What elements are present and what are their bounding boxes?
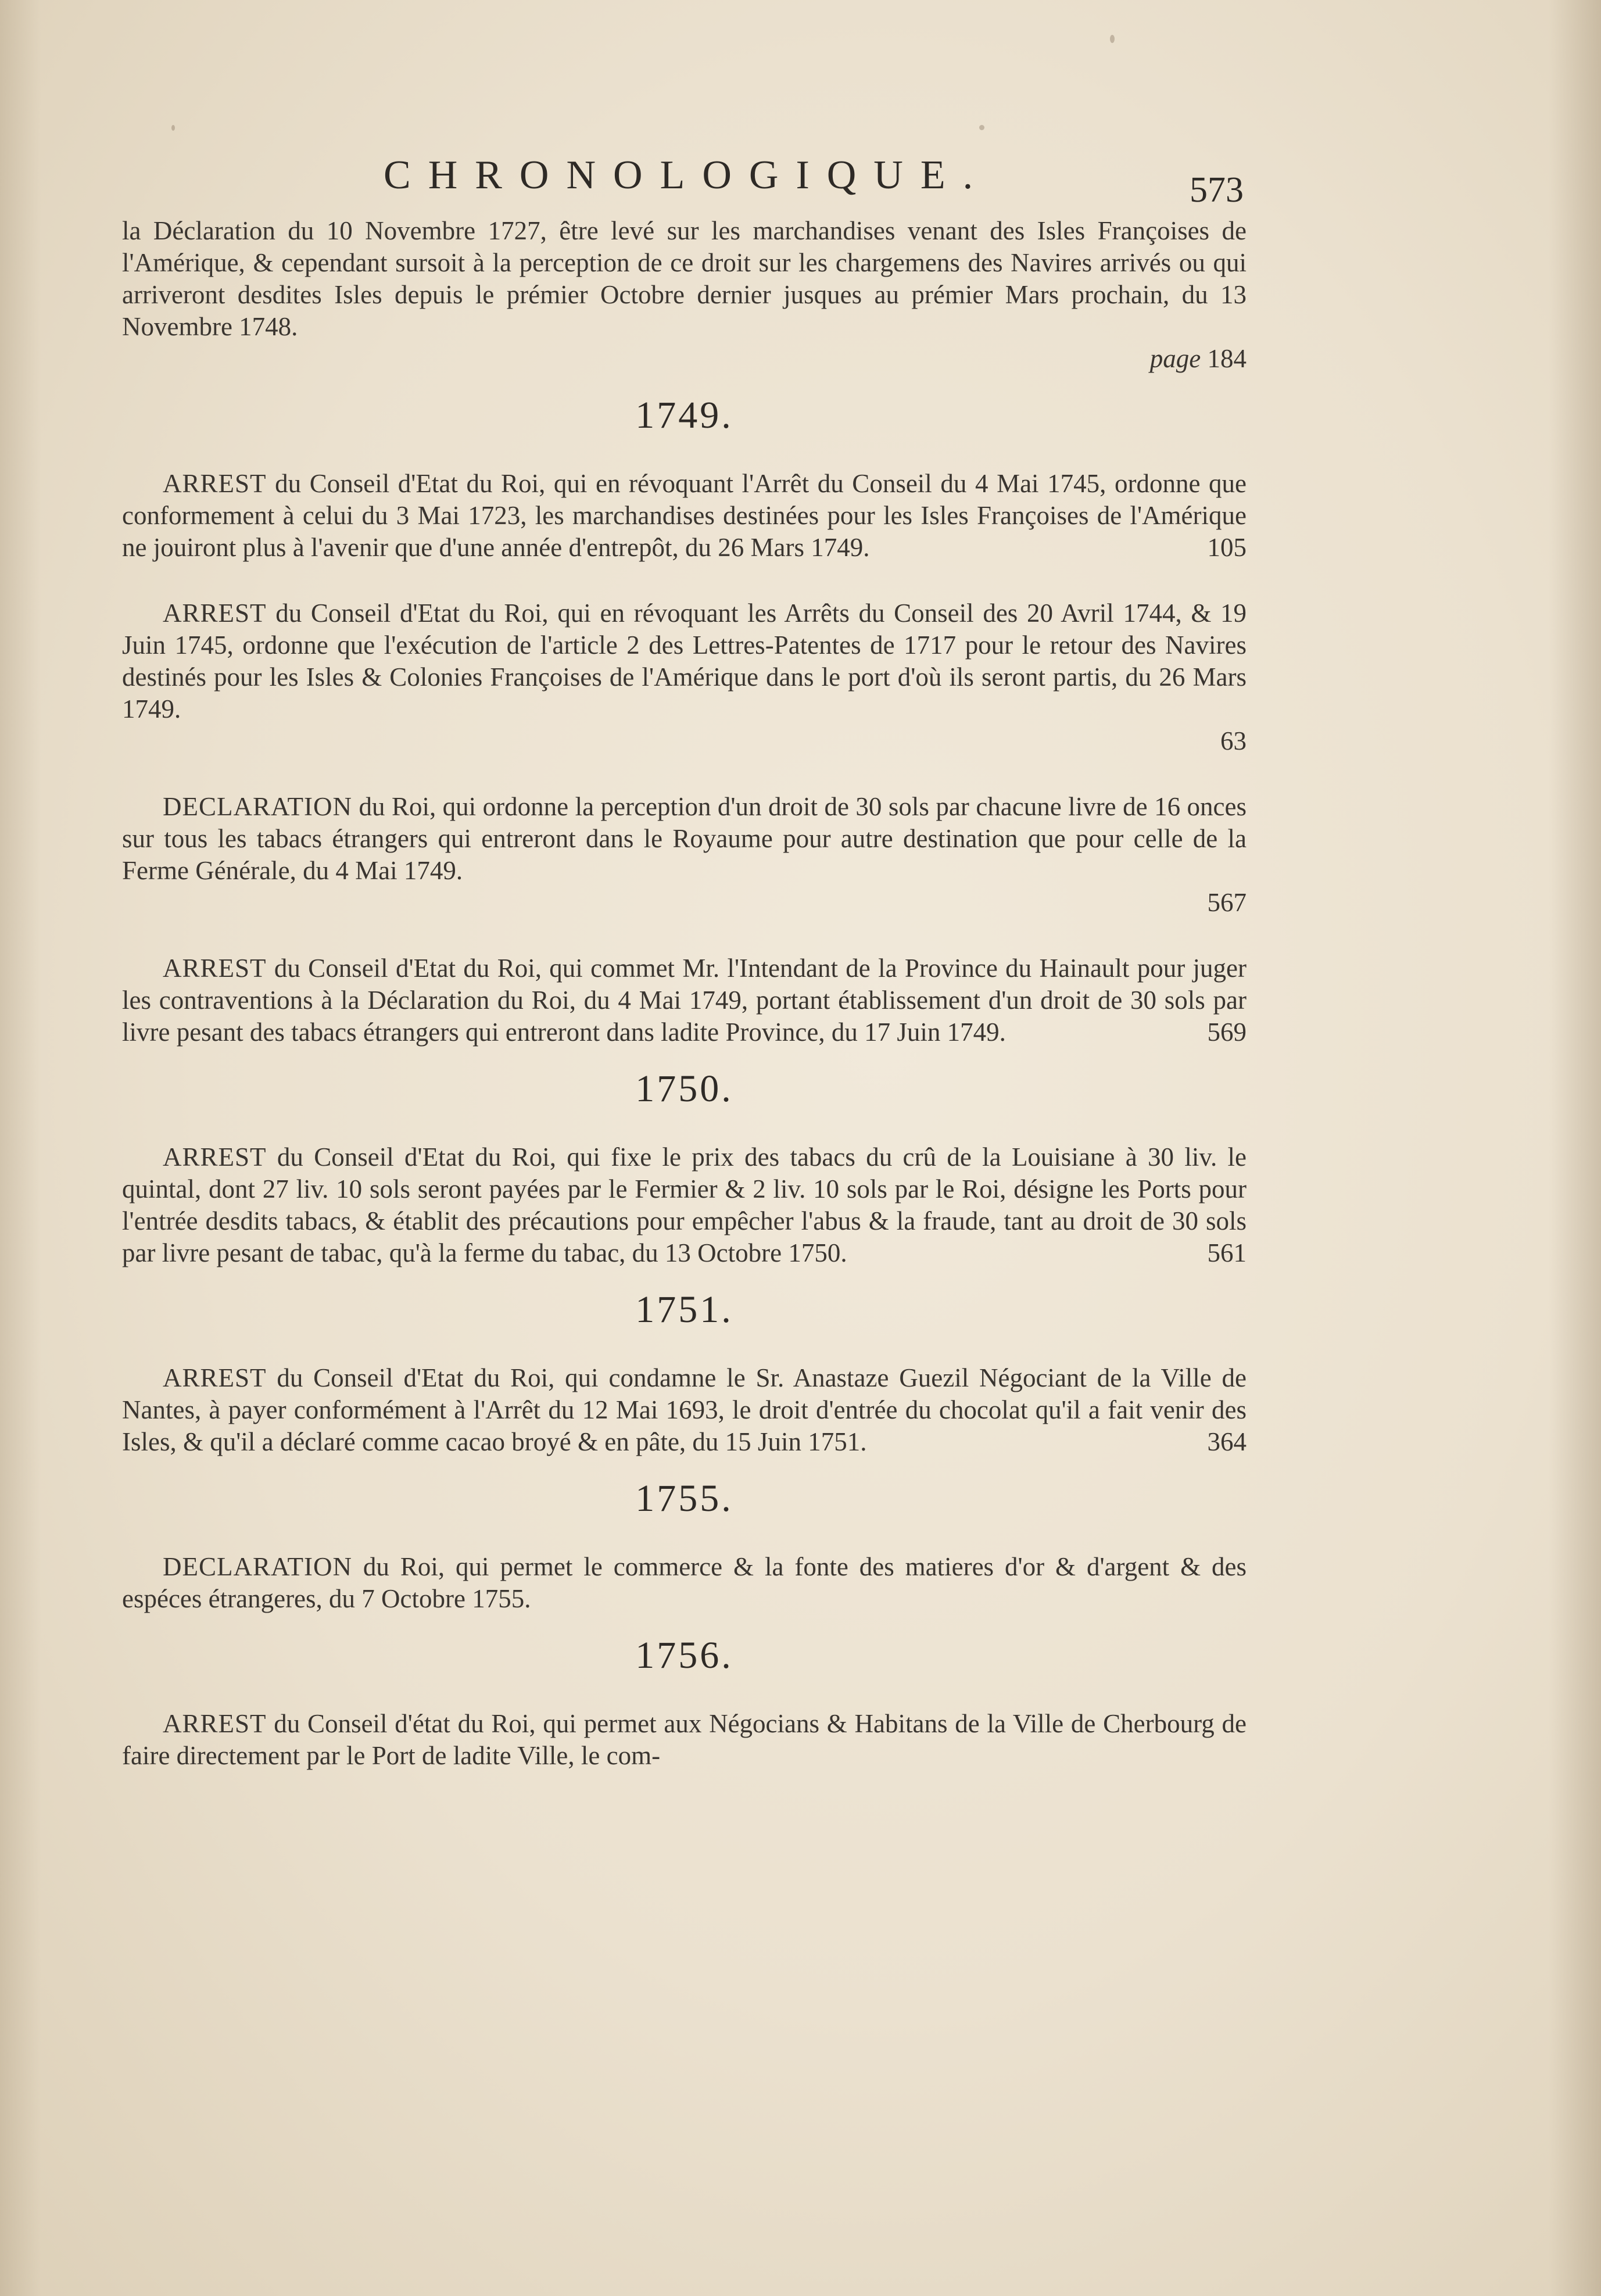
paper-speck — [979, 125, 984, 130]
entry-1749-4 — [122, 952, 1247, 1048]
entry-text: du Roi, qui permet le commerce & la fonte des matieres d'or & d'argent & des espéces étrangeres, du 7 Octobre 1755. — [122, 1552, 1247, 1613]
page-number: 573 — [1190, 170, 1244, 210]
entry-text: du Conseil d'Etat du Roi, qui condamne le Sr. Anastaze Guezil Négociant de la Ville de Nantes, à payer conformément à l'Arrêt du 12 Mai 1693, le droit d'entrée du chocolat qu'il a fait venir des Isles, & qu'il a déclaré comme cacao broyé & en pâte, du 15 Juin 1751. — [122, 1363, 1247, 1456]
entry-lead: ARREST — [163, 469, 267, 498]
continued-entry-text: la Déclaration du 10 Novembre 1727, être levé sur les marchandises venant des Isles Françoises de l'Amérique, & cependant sursoit à la perception de ce droit sur les chargemens des Navires arrivés ou qui arriveront desdites Isles depuis le prémier Octobre dernier jusques au prémier Mars prochain, du 13 Novembre 1748. — [122, 216, 1247, 341]
entry-page-ref: 569 — [1207, 1018, 1247, 1047]
entry-text: du Conseil d'Etat du Roi, qui en révoquant l'Arrêt du Conseil du 4 Mai 1745, ordonne que conformement à celui du 3 Mai 1723, les marchandises destinées pour les Isles Françoises de l'Amérique ne jouiront plus à l'avenir que d'une année d'entrepôt, du 26 Mars 1749. — [122, 469, 1247, 562]
entry-1751-1 — [122, 1362, 1247, 1458]
year-heading-1750: 1750. — [635, 1068, 733, 1110]
page-ref-label: page — [1149, 344, 1201, 373]
entry-lead: ARREST — [163, 954, 267, 983]
paper-speck — [171, 125, 175, 131]
entry-1749-2 — [122, 597, 1247, 725]
entry-page-ref: 63 — [1220, 726, 1247, 755]
entry-page-ref: 567 — [1207, 888, 1247, 917]
entry-1749-3 — [122, 791, 1247, 887]
entry-lead: ARREST — [163, 599, 267, 628]
page-ref-number: 184 — [1207, 344, 1247, 373]
entry-lead: DECLARATION — [163, 1552, 352, 1581]
entry-page-ref: 105 — [1207, 533, 1247, 562]
page-content — [122, 215, 1247, 1772]
entry-1756-1 — [122, 1708, 1247, 1772]
entry-1750-1 — [122, 1141, 1247, 1269]
entry-text: du Conseil d'Etat du Roi, qui en révoquant les Arrêts du Conseil des 20 Avril 1744, & 19 Juin 1745, ordonne que l'exécution de l'article 2 des Lettres-Patentes de 1717 pour le retour des Navires destinés pour les Isles & Colonies Françoises de l'Amérique dans le port d'où ils seront partis, du 26 Mars 1749. — [122, 599, 1247, 723]
entry-text: du Roi, qui ordonne la perception d'un droit de 30 sols par chacune livre de 16 onces sur tous les tabacs étrangers qui entreront dans le Royaume pour autre destination que pour celle de la Ferme Générale, du 4 Mai 1749. — [122, 792, 1247, 885]
page-shadow-right — [1549, 0, 1601, 2296]
entry-lead: ARREST — [163, 1363, 267, 1392]
continued-entry-ref — [122, 343, 1247, 375]
entry-text: du Conseil d'état du Roi, qui permet aux Négocians & Habitans de la Ville de Cherbourg de faire directement par le Port de ladite Ville, le com- — [122, 1709, 1247, 1770]
year-heading-1751: 1751. — [635, 1288, 733, 1331]
entry-1755-1 — [122, 1551, 1247, 1615]
year-heading-1749: 1749. — [635, 394, 733, 436]
entry-lead: ARREST — [163, 1709, 267, 1738]
entry-text: du Conseil d'Etat du Roi, qui commet Mr. l'Intendant de la Province du Hainault pour juger les contraventions à la Déclaration du Roi, du 4 Mai 1749, portant établissement d'un droit de 30 sols par livre pesant des tabacs étrangers qui entreront dans ladite Province, du 17 Juin 1749. — [122, 954, 1247, 1047]
paper-speck — [1110, 35, 1115, 43]
entry-text: du Conseil d'Etat du Roi, qui fixe le prix des tabacs du crû de la Louisiane à 30 liv. le quintal, dont 27 liv. 10 sols seront payées par le Fermier & 2 liv. 10 sols par le Roi, désigne les Ports pour l'entrée desdits tabacs, & établit des précautions pour empêcher l'abus & la fraude, tant au droit de 30 sols par livre pesant de tabac, qu'à la ferme du tabac, du 13 Octobre 1750. — [122, 1142, 1247, 1267]
entry-page-ref: 561 — [1207, 1238, 1247, 1267]
entry-1749-1 — [122, 468, 1247, 564]
year-heading-1755: 1755. — [635, 1477, 733, 1520]
page-shadow-left — [0, 0, 41, 2296]
year-heading-1756: 1756. — [635, 1634, 733, 1677]
entry-lead: DECLARATION — [163, 792, 352, 821]
running-title: CHRONOLOGIQUE. — [384, 153, 991, 198]
entry-page-ref: 364 — [1207, 1427, 1247, 1456]
page-header — [128, 152, 1244, 210]
entry-lead: ARREST — [163, 1142, 267, 1172]
